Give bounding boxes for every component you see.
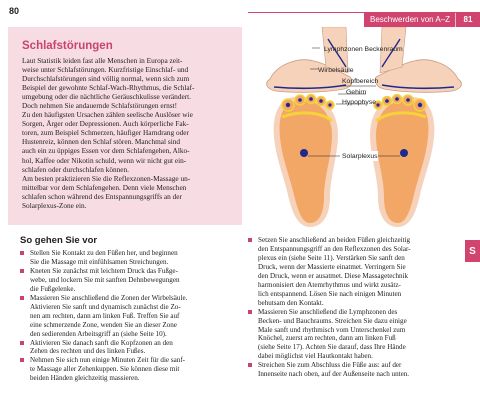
instructions-right xyxy=(248,236,473,379)
list-item: Aktivieren Sie danach sanft die Kopfzonen an den Zehen des rechten und des linken Fußes. xyxy=(20,339,245,357)
label-pituitary: Hypophyse xyxy=(342,99,377,106)
list-item: Kneten Sie zunächst mit leichtem Druck das Fußge- webe, und lockern Sie mit sanften Dehnbewegungen die Fußgelenke. xyxy=(20,267,245,294)
list-item: Streichen Sie zum Abschluss die Füße aus: auf der Innenseite nach oben, auf der Außenseite nach unten. xyxy=(248,361,473,379)
alphabet-tab[interactable]: S xyxy=(465,240,480,262)
list-item: Nehmen Sie sich nun einige Minuten Zeit für die sanf- te Massage aller Zehenkuppen. Sie können diese mit beiden Händen gleichzeitig massieren. xyxy=(20,356,245,383)
list-item: Massieren Sie anschließend die Zonen der Wirbelsäule. Aktivieren Sie sanft und dynamisch zunächst die Zo- nen am rechten, dann am linken Fuß. Treffen Sie auf eine schmerzende Zone, wenden Sie an dieser Zone den sedierenden Arbeitsgriff an (siehe Seite 10). xyxy=(20,294,245,339)
list-item: Setzen Sie anschließend an beiden Füßen gleichzeitig den Entspannungsgriff an den Reflexzonen des Solar- plexus ein (siehe Seite 11). Verstärken Sie sanft den Druck, wenn der Massierte einatmet. Verringern Sie den Druck, wenn er ausatmet. Diese Massagetechnik harmonisiert den Atemrhythmus und wirkt zusätz- lich entspannend. Lösen Sie nach einigen Minuten behutsam den Kontakt. xyxy=(248,236,473,308)
steps-list-right xyxy=(248,236,473,379)
label-brain: Gehirn xyxy=(346,89,367,96)
instructions-left xyxy=(20,235,245,383)
label-lymph: Lymphzonen Beckenraum xyxy=(324,46,403,53)
list-item: Massieren Sie anschließend die Lymphzonen des Becken- und Bauchraums. Streichen Sie dazu einige Male sanft und rhythmisch vom Unterschenkel zum Knöchel, zuerst am rechten, dann am linken Fuß (siehe Seite 17). Achten Sie darauf, dass Ihre Hände dabei möglichst viel Hautkontakt haben. xyxy=(248,308,473,362)
steps-list-left xyxy=(20,249,245,383)
label-spine: Wirbelsäule xyxy=(318,67,354,74)
bullet-icon xyxy=(248,310,252,314)
foot-diagram xyxy=(248,27,480,232)
bullet-icon xyxy=(20,341,24,345)
header-title: Beschwerden von A–Z xyxy=(370,15,451,24)
page-number-left: 80 xyxy=(9,6,20,16)
bullet-icon xyxy=(20,269,24,273)
sole-right xyxy=(370,95,434,228)
bullet-icon xyxy=(20,358,24,362)
box-title: Schlafstörungen xyxy=(22,40,113,52)
box-text: Laut Statistik leiden fast alle Menschen in Europa zeit- weise unter Schlafstörungen. Kurzfristige Einschlaf- und Durchschlafstörungen sind völlig normal, wenn sich zum Beispiel der gewohnte Schlaf-Wach-Rhythmus, die Schlaf- umgebung oder die nächtliche Geräuschkulisse verändert. Doch nehmen Sie andauernde Schlafstörungen ernst! Zu den häufigsten Ursachen zählen seelische Auslöser wie Sorgen, Ärger oder Depressionen. Auch körperliche Fak- toren, zum Beispiel Schmerzen, häufiger Harndrang oder Hustenreiz, können den Schlaf stören. Manchmal sind auch ein zu üppiges Essen vor dem Schlafengehen, Alko- hol, Kaffee oder Nikotin schuld, wenn wir nicht gut ein- schlafen oder durchschlafen können. Am besten praktizieren Sie die Reflexzonen-Massage un- mittelbar vor dem Schlafengehen. Denn viele Menschen schlafen schon während des Entspannungsgriffs an der Solarplexus-Zone ein. xyxy=(22,56,195,210)
bullet-icon xyxy=(20,296,24,300)
bullet-icon xyxy=(248,363,252,367)
section-title: So gehen Sie vor xyxy=(20,235,98,246)
label-solar: Solarplexus xyxy=(342,153,378,160)
bullet-icon xyxy=(20,251,24,255)
page-number-right: 81 xyxy=(455,13,480,27)
intro-box xyxy=(8,27,242,225)
header-tag xyxy=(364,13,480,27)
bullet-icon xyxy=(248,238,252,242)
sole-left xyxy=(274,95,338,228)
label-head: Kopfbereich xyxy=(342,78,379,85)
list-item: Stellen Sie Kontakt zu den Füßen her, und beginnen Sie die Massage mit einfühlsamen Streichungen. xyxy=(20,249,245,267)
